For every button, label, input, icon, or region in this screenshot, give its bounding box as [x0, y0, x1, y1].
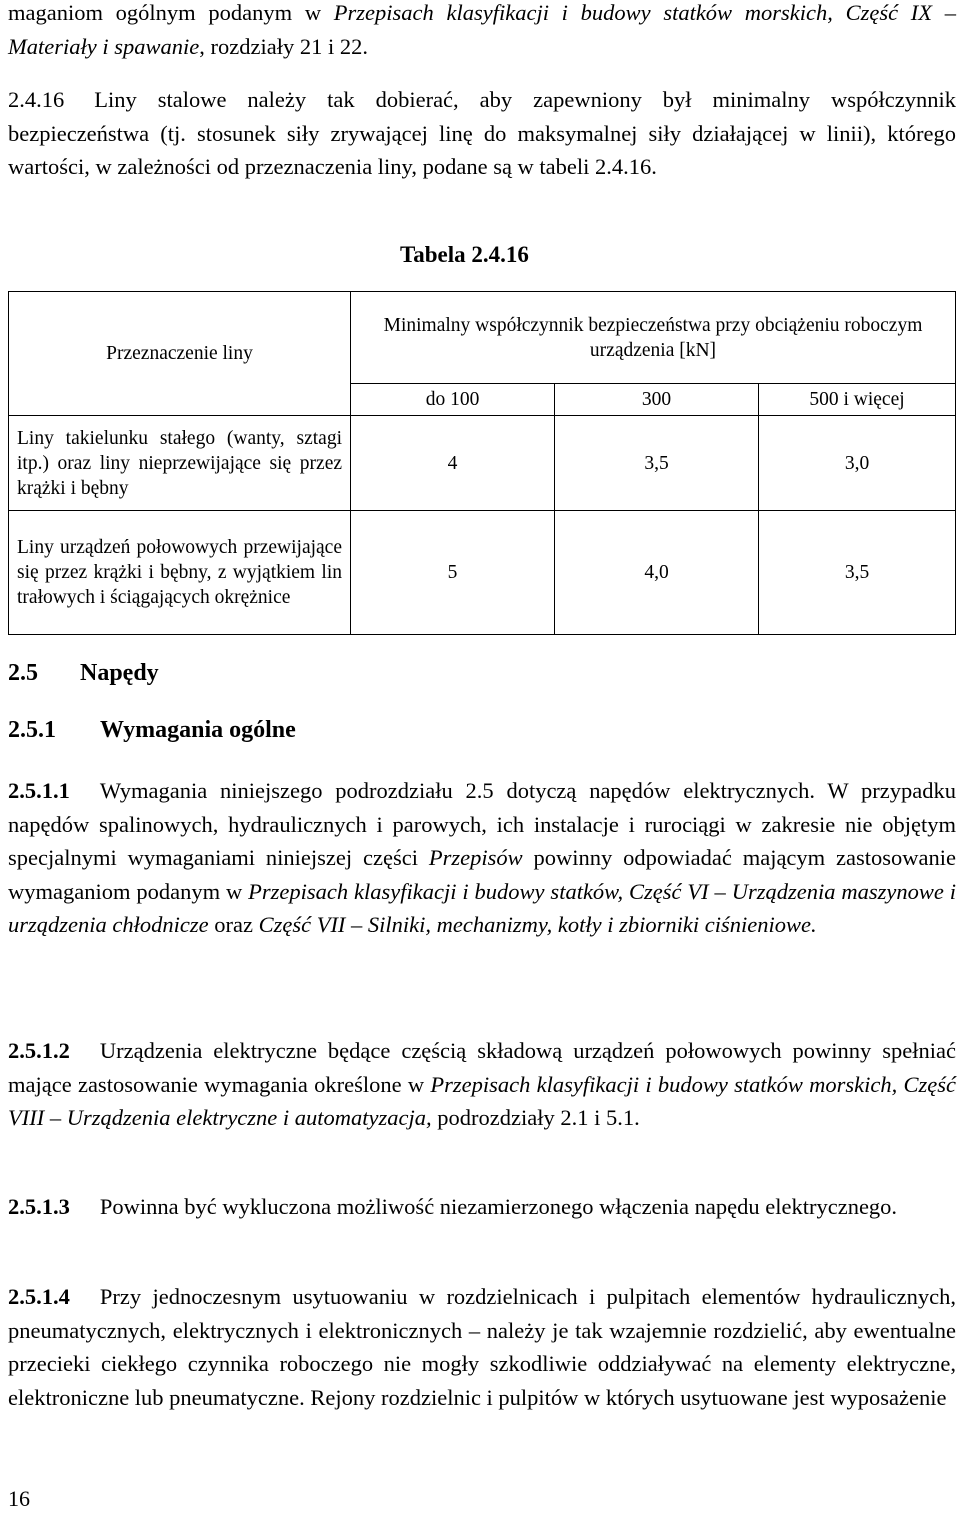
section-heading-2-5: 2.5 Napędy [8, 660, 159, 686]
row-value: 3,0 [759, 416, 956, 511]
paragraph-number: 2.5.1.3 [8, 1194, 70, 1219]
load-column-3: 500 i więcej [759, 384, 956, 416]
row-value: 4,0 [555, 511, 759, 635]
page-number: 16 [8, 1486, 30, 1511]
row-value: 5 [351, 511, 555, 635]
intro-reference: Przepisach klasyfikacji i budowy statków morskich, Część IX – Materiały i spawanie [8, 0, 956, 59]
safety-factor-table [8, 291, 956, 634]
paragraph-number: 2.5.1.1 [8, 778, 70, 803]
row-value: 3,5 [555, 416, 759, 511]
load-column-1: do 100 [351, 384, 555, 416]
paragraph-2-5-1-2: 2.5.1.2 Urządzenia elektryczne będące częścią składową urządzeń połowowych powinny spełniać mające zastosowanie wymagania określone w Przepisach klasyfikacji i budowy statków morskich, Część VIII – Urządzenia elektryczne i automatyzacja, podrozdziały 2.1 i 5.1. [8, 1038, 957, 1130]
table-caption: Tabela 2.4.16 [400, 242, 529, 267]
header-safety-factor: Minimalny współczynnik bezpieczeństwa przy obciążeniu roboczym urządzenia [kN] [351, 292, 956, 384]
table-row [9, 511, 956, 635]
paragraph-number: 2.5.1.2 [8, 1038, 70, 1063]
row-purpose: Liny urządzeń połowowych przewijające się przez krążki i bębny, z wyjątkiem lin trałowych i ściągających okrężnice [9, 511, 351, 635]
paragraph-2-5-1-4: 2.5.1.4 Przy jednoczesnym usytuowaniu w rozdzielnicach i pulpitach elementów hydraulicznych, pneumatycznych, elektrycznych i elektronicznych – należy je tak wzajemnie rozdzielić, aby ewentualne przecieki ciekłego czynnika roboczego nie mogły szkodliwie oddziaływać na elementy elektryczne, elektroniczne lub pneumatyczne. Rejony rozdzielnic i pulpitów w których usytuowane jest wyposażenie [8, 1284, 956, 1410]
section-heading-2-5-1: 2.5.1 Wymagania ogólne [8, 717, 296, 743]
paragraph-number: 2.4.16 [8, 87, 65, 112]
table-row [9, 416, 956, 511]
paragraph-2-5-1-3: 2.5.1.3 Powinna być wykluczona możliwość niezamierzonego włączenia napędu elektrycznego. [8, 1194, 898, 1219]
header-purpose: Przeznaczenie liny [9, 292, 351, 416]
paragraph-number: 2.5.1.4 [8, 1284, 70, 1309]
paragraph-2-4-16: 2.4.16 Liny stalowe należy tak dobierać, aby zapewniony był minimalny współczynnik bezpieczeństwa (tj. stosunek siły zrywającej linę do maksymalnej siły działającej w linii), którego wartości, w zależności od przeznaczenia liny, podane są w tabeli 2.4.16. [8, 87, 956, 179]
load-column-2: 300 [555, 384, 759, 416]
intro-paragraph: maganiom ogólnym podanym w Przepisach klasyfikacji i budowy statków morskich, Część IX – Materiały i spawanie, rozdziały 21 i 22. [8, 0, 956, 59]
row-value: 4 [351, 416, 555, 511]
paragraph-2-5-1-1: 2.5.1.1 Wymagania niniejszego podrozdziału 2.5 dotyczą napędów elektrycznych. W przypadku napędów spalinowych, hydraulicznych i parowych, ich instalacje i rurociągi w zakresie nie objętym specjalnymi wymaganiami niniejszej części Przepisów powinny odpowiadać mającym zastosowanie wymaganiom podanym w Przepisach klasyfikacji i budowy statków, Część VI – Urządzenia maszynowe i urządzenia chłodnicze oraz Część VII – Silniki, mechanizmy, kotły i zbiorniki ciśnieniowe. [8, 778, 956, 937]
row-purpose: Liny takielunku stałego (wanty, sztagi itp.) oraz liny nieprzewijające się przez krążki i bębny [9, 416, 351, 511]
row-value: 3,5 [759, 511, 956, 635]
